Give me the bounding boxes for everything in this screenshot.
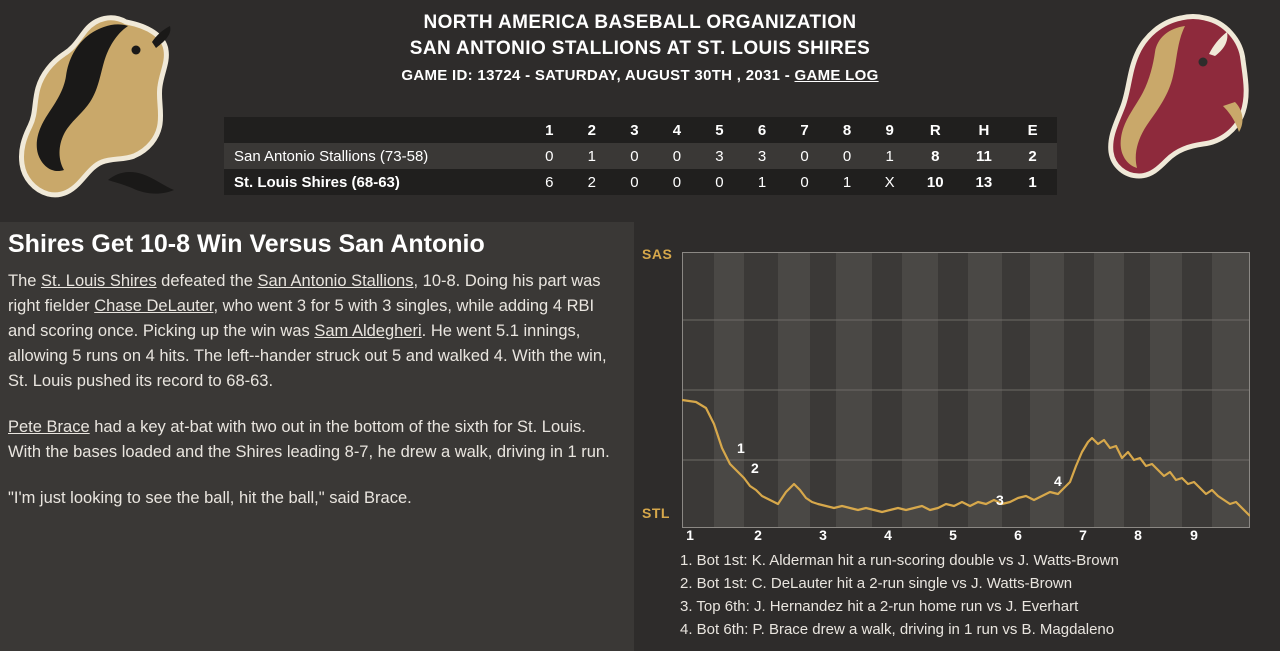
x-tick-8: 8 <box>1134 527 1142 543</box>
win-expectancy-panel <box>634 222 1280 651</box>
linescore-container <box>224 117 1057 195</box>
chart-x-axis <box>682 527 1250 545</box>
linescore-table <box>224 117 1057 195</box>
away-inning-7: 0 <box>800 147 809 165</box>
x-tick-2: 2 <box>754 527 762 543</box>
recap-paragraph-1 <box>8 269 620 394</box>
team-column-header <box>224 117 528 143</box>
header-titles <box>215 12 1065 84</box>
recap-text-b: defeated the <box>156 272 258 290</box>
x-tick-5: 5 <box>949 527 957 543</box>
player-link-aldegheri[interactable]: Sam Aldegheri <box>314 322 422 340</box>
linescore-header-row <box>224 117 1057 143</box>
list-item: 3. Top 6th: J. Hernandez hit a 2-run home run vs J. Everhart <box>680 598 1079 615</box>
chart-bottom-axis-label: STL <box>642 505 670 521</box>
hits-header: H <box>978 121 990 139</box>
home-inning-9: X <box>884 173 895 191</box>
page-header <box>0 0 1280 215</box>
home-hits: 13 <box>975 173 993 191</box>
home-runs: 10 <box>926 173 944 191</box>
chart-top-axis-label: SAS <box>642 246 673 262</box>
away-inning-6: 3 <box>757 147 767 165</box>
home-inning-6: 1 <box>757 173 767 191</box>
player-link-brace[interactable]: Pete Brace <box>8 418 90 436</box>
x-tick-7: 7 <box>1079 527 1087 543</box>
recap-text-p2: had a key at-bat with two out in the bottom of the sixth for St. Louis. With the bases loaded and the Shires leading 8-7, he drew a walk, driving in 1 run. <box>8 418 610 461</box>
chart-event-list <box>680 549 1272 641</box>
home-inning-4: 0 <box>672 173 682 191</box>
away-team-link[interactable]: San Antonio Stallions <box>257 272 414 290</box>
chart-marker-2: 2 <box>751 460 759 476</box>
away-team-name[interactable]: San Antonio Stallions (73-58) <box>234 147 429 165</box>
away-inning-5: 3 <box>715 147 724 165</box>
away-runs: 8 <box>931 147 940 165</box>
away-team-logo <box>8 4 208 204</box>
recap-text-e: . He went 5.1 innings, allowing 5 runs on 4 hits. The left--hander struck out 5 and walked 4. With the win, St. Louis pushed its record to 68-63. <box>8 322 607 390</box>
away-hits: 11 <box>975 147 992 165</box>
game-log-link[interactable]: GAME LOG <box>794 67 879 84</box>
table-row <box>224 169 1057 195</box>
game-info-text: GAME ID: 13724 - SATURDAY, AUGUST 30TH , 2031 - <box>401 67 795 84</box>
away-errors: 2 <box>1028 147 1037 165</box>
inning-header-3: 3 <box>630 121 639 139</box>
inning-header-5: 5 <box>715 121 724 139</box>
x-tick-4: 4 <box>884 527 892 543</box>
game-recap-panel <box>0 222 634 651</box>
home-inning-2: 2 <box>587 173 596 191</box>
home-inning-1: 6 <box>545 173 554 191</box>
player-link-delauter[interactable]: Chase DeLauter <box>94 297 214 315</box>
chart-marker-3: 3 <box>996 492 1004 508</box>
x-tick-9: 9 <box>1190 527 1198 543</box>
list-item: 4. Bot 6th: P. Brace drew a walk, driving in 1 run vs B. Magdaleno <box>680 621 1115 638</box>
home-errors: 1 <box>1028 173 1037 191</box>
organization-title: NORTH AMERICA BASEBALL ORGANIZATION <box>423 12 857 33</box>
recap-paragraph-3: "I'm just looking to see the ball, hit the ball," said Brace. <box>8 489 412 507</box>
list-item: 2. Bot 1st: C. DeLauter hit a 2-run single vs J. Watts-Brown <box>680 575 1073 592</box>
inning-header-4: 4 <box>672 121 682 139</box>
home-team-link[interactable]: St. Louis Shires <box>41 272 157 290</box>
away-inning-1: 0 <box>545 147 554 165</box>
win-expectancy-chart <box>682 252 1250 528</box>
x-tick-3: 3 <box>819 527 827 543</box>
game-info-line <box>215 67 1065 84</box>
home-inning-3: 0 <box>630 173 639 191</box>
away-inning-9: 1 <box>885 147 894 165</box>
page-title: Shires Get 10-8 Win Versus San Antonio <box>8 230 485 258</box>
inning-header-7: 7 <box>800 121 809 139</box>
home-team-name[interactable]: St. Louis Shires (68-63) <box>234 173 400 191</box>
errors-header: E <box>1027 121 1038 139</box>
inning-header-1: 1 <box>545 121 554 139</box>
inning-header-2: 2 <box>587 121 596 139</box>
list-item: 1. Bot 1st: K. Alderman hit a run-scoring double vs J. Watts-Brown <box>680 552 1119 569</box>
inning-header-6: 6 <box>757 121 767 139</box>
away-inning-8: 0 <box>842 147 852 165</box>
recap-text-d: , who went 3 for 5 with 3 singles, while adding 4 RBI and scoring once. Picking up the win was <box>8 297 595 340</box>
away-inning-2: 1 <box>587 147 596 165</box>
x-tick-1: 1 <box>686 527 694 543</box>
recap-text-a: The <box>8 272 42 290</box>
table-row <box>224 143 1057 169</box>
home-inning-8: 1 <box>842 173 852 191</box>
chart-marker-4: 4 <box>1054 473 1062 489</box>
x-tick-6: 6 <box>1014 527 1022 543</box>
inning-header-9: 9 <box>885 121 894 139</box>
recap-paragraph-2 <box>8 415 620 465</box>
chart-svg <box>682 252 1250 528</box>
main-content <box>0 222 1280 651</box>
runs-header: R <box>929 121 941 139</box>
chart-marker-1: 1 <box>737 440 745 456</box>
away-inning-3: 0 <box>630 147 639 165</box>
recap-text-c: , 10-8. Doing his part was right fielder <box>8 272 601 315</box>
inning-header-8: 8 <box>842 121 852 139</box>
home-inning-7: 0 <box>800 173 809 191</box>
away-inning-4: 0 <box>672 147 682 165</box>
matchup-title: SAN ANTONIO STALLIONS AT ST. LOUIS SHIRES <box>409 38 871 59</box>
home-inning-5: 0 <box>715 173 724 191</box>
home-team-logo <box>1085 6 1270 191</box>
